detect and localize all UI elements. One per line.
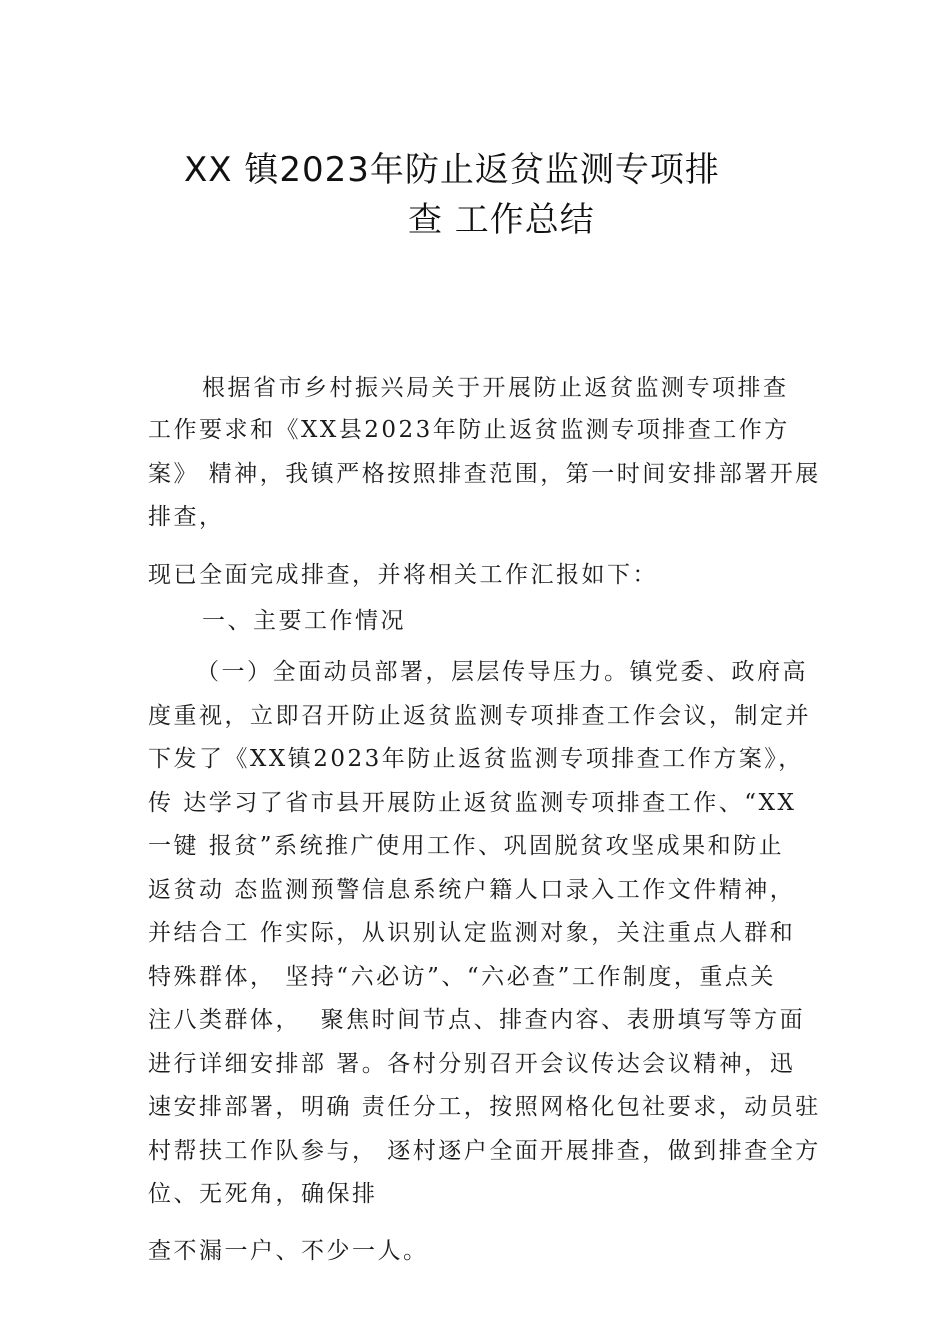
section1-line-4: 传 达学习了省市县开展防止返贫监测专项排查工作、“XX xyxy=(148,790,797,816)
section1-line-3: 下发了《XX镇2023年防止返贫监测专项排查工作方案》， xyxy=(148,746,804,772)
intro-line-1: 根据省市乡村振兴局关于开展防止返贫监测专项排查 xyxy=(202,375,789,401)
intro-continuation: 现已全面完成排查，并将相关工作汇报如下： xyxy=(148,562,658,588)
document-title-line-2: 查 工作总结 xyxy=(408,200,595,240)
section1-line-10: 进行详细安排部 署。各村分别召开会议传达会议精神，迅 xyxy=(148,1051,796,1077)
section1-line-2: 度重视，立即召开防止返贫监测专项排查工作会议，制定并 xyxy=(148,703,811,729)
section1-line-11: 速安排部署，明确 责任分工，按照网格化包社要求，动员驻 xyxy=(148,1094,821,1120)
section1-line-1: （一）全面动员部署，层层传导压力。镇党委、政府高 xyxy=(196,659,808,685)
intro-line-4: 排查， xyxy=(148,504,225,530)
document-title-line-1: XX 镇2023年防止返贫监测专项排 xyxy=(184,150,720,190)
section1-line-5: 一键 报贫”系统推广使用工作、巩固脱贫攻坚成果和防止 xyxy=(148,833,785,859)
section1-line-7: 并结合工 作实际，从识别认定监测对象，关注重点人群和 xyxy=(148,920,796,946)
intro-line-2: 工作要求和《XX县2023年防止返贫监测专项排查工作方 xyxy=(148,417,790,443)
section1-line-12: 村帮扶工作队参与， 逐村逐户全面开展排查，做到排查全方 xyxy=(148,1138,821,1164)
section1-line-6: 返贫动 态监测预警信息系统户籍人口录入工作文件精神， xyxy=(148,877,796,903)
section1-line-13: 位、无死角，确保排 xyxy=(148,1181,378,1207)
intro-line-3: 案》 精神，我镇严格按照排查范围，第一时间安排部署开展 xyxy=(148,461,821,487)
section-heading-1: 一、主要工作情况 xyxy=(202,608,406,634)
section1-line-9: 注八类群体， 聚焦时间节点、排查内容、表册填写等方面 xyxy=(148,1007,806,1033)
section1-continuation: 查不漏一户、不少一人。 xyxy=(148,1238,429,1264)
section1-line-8: 特殊群体， 坚持“六必访”、“六必查”工作制度，重点关 xyxy=(148,964,776,990)
